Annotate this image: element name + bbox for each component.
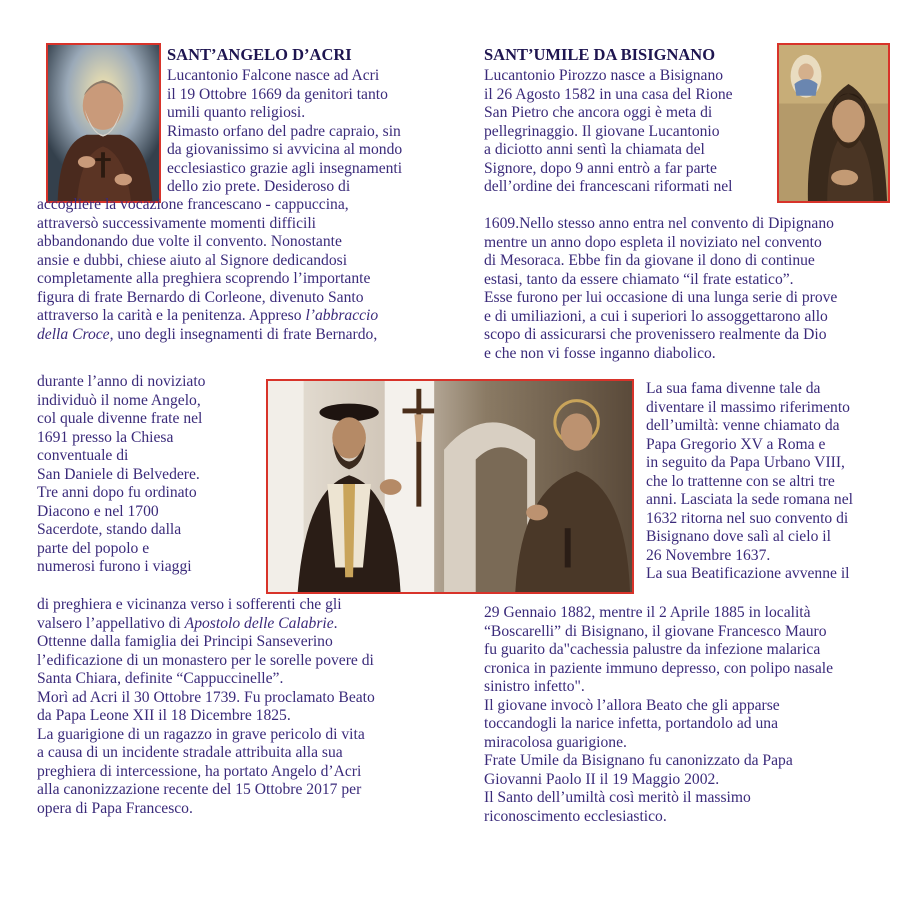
text-line: La sua Beatificazione avvenne il — [646, 565, 850, 582]
umile-title: SANT’UMILE DA BISIGNANO — [484, 45, 716, 64]
text-line: in seguito da Papa Urbano VIII, — [646, 454, 845, 471]
text-line: conventuale di — [37, 447, 129, 464]
umile-text-full — [484, 215, 837, 363]
text-line: Sacerdote, stando dalla — [37, 521, 182, 538]
text-line: dell’ordine dei francescani riformati nel — [484, 178, 733, 195]
text-line: a causa di un incidente stradale attribuita alla sua — [37, 744, 343, 761]
text-line: Lucantonio Falcone nasce ad Acri — [167, 67, 380, 84]
text-line: dell’umiltà: venne chiamato da — [646, 417, 840, 434]
umile-text-bottom — [484, 604, 833, 826]
italic-text: della Croce, — [37, 325, 114, 343]
text-line: Papa Gregorio XV a Roma e — [646, 435, 826, 453]
text-line: attraversò successivamente momenti difficili — [37, 214, 317, 232]
text-line: Signore, dopo 9 anni entrò a far parte — [484, 159, 717, 177]
text-line: Giovanni Paolo II il 19 Maggio 2002. — [484, 770, 720, 788]
text-line: toccandogli la narice infetta, portandolo ad una — [484, 715, 778, 732]
text-line: Ottenne dalla famiglia dei Principi Sanseverino — [37, 633, 333, 650]
angelo-text-narrow — [37, 373, 205, 577]
angelo-text-top — [167, 67, 402, 197]
text-line: Il giovane invocò l’allora Beato che gli apparse — [484, 696, 780, 714]
text-line: San Pietro che ancora oggi è meta di — [484, 104, 713, 121]
umile-text-top — [484, 67, 733, 197]
text-fragment: uno degli insegnamenti di frate Bernardo, — [113, 325, 378, 343]
text-line: col quale divenne frate nel — [37, 410, 203, 427]
text-line: ecclesiastico grazie agli insegnamenti — [167, 159, 403, 177]
text-line: figura di frate Bernardo di Corleone, divenuto Santo — [37, 288, 364, 306]
text-line: Tre anni dopo fu ordinato — [37, 484, 197, 501]
text-line: 1609.Nello stesso anno entra nel convento di Dipignano — [484, 215, 834, 232]
text-line: Santa Chiara, definite “Cappuccinelle”. — [37, 670, 284, 687]
text-line: preghiera di intercessione, ha portato Angelo d’Acri — [37, 762, 362, 780]
text-line: da Papa Leone XII il 18 Dicembre 1825. — [37, 707, 291, 724]
text-line: completamente alla preghiera scoprendo l’importante — [37, 270, 371, 287]
text-line: 1632 ritorna nel suo convento di — [646, 509, 849, 527]
text-line: San Daniele di Belvedere. — [37, 465, 200, 483]
text-line: 1691 presso la Chiesa — [37, 428, 174, 446]
text-fragment: . — [333, 614, 338, 632]
text-line: mentre un anno dopo espleta il noviziato nel convento — [484, 233, 822, 251]
text-line: individuò il nome Angelo, — [37, 391, 201, 409]
text-line: di Mesoraca. Ebbe fin da giovane il dono di continue — [484, 252, 815, 269]
text-line: dello zio prete. Desideroso di — [167, 178, 351, 195]
text-line: scopo di assicurarsi che provenissero realmente da Dio — [484, 326, 827, 343]
text-line: “Boscarelli” di Bisignano, il giovane Francesco Mauro — [484, 622, 827, 640]
text-line — [37, 307, 378, 326]
text-line: l’edificazione di un monastero per le sorelle povere di — [37, 651, 374, 669]
italic-text: l’abbraccio — [305, 307, 379, 324]
text-line: 26 Novembre 1637. — [646, 546, 771, 564]
text-line: il 26 Agosto 1582 in una casa del Rione — [484, 85, 733, 103]
text-line: Morì ad Acri il 30 Ottobre 1739. Fu proclamato Beato — [37, 688, 375, 706]
text-line: umili quanto religiosi. — [167, 104, 306, 121]
portrait-umile-image — [777, 43, 890, 203]
umile-text-narrow — [646, 380, 853, 584]
text-line: sinistro infetto". — [484, 678, 585, 695]
text-line: e di umiliazioni, a cui i superiori lo assoggettarono allo — [484, 307, 828, 325]
text-line: ansie e dubbi, chiese aiuto al Signore dedicandosi — [37, 251, 348, 269]
text-line: Il Santo dell’umiltà così meritò il massimo — [484, 789, 751, 806]
angelo-text-bottom — [37, 596, 375, 818]
text-line: Bisignano dove salì al cielo il — [646, 528, 831, 545]
text-line: durante l’anno di noviziato — [37, 373, 206, 390]
text-line: di preghiera e vicinanza verso i sofferenti che gli — [37, 596, 342, 613]
text-line: La guarigione di un ragazzo in grave pericolo di vita — [37, 725, 365, 743]
statues-photo-image — [266, 379, 634, 594]
text-line: estasi, tanto da essere chiamato “il frate estatico”. — [484, 270, 794, 288]
text-line: Rimasto orfano del padre capraio, sin — [167, 122, 401, 140]
text-line: che lo trattenne con se altri tre — [646, 472, 835, 490]
text-line: miracolosa guarigione. — [484, 733, 627, 751]
text-line: pellegrinaggio. Il giovane Lucantonio — [484, 122, 720, 140]
text-line: riconoscimento ecclesiastico. — [484, 807, 667, 825]
text-line: Lucantonio Pirozzo nasce a Bisignano — [484, 67, 724, 84]
text-fragment: attraverso la carità e la penitenza. Appreso — [37, 307, 302, 324]
text-line: abbandonando due volte il convento. Nonostante — [37, 233, 342, 250]
text-line: Esse furono per lui occasione di una lunga serie di prove — [484, 289, 838, 306]
text-line: opera di Papa Francesco. — [37, 799, 193, 817]
text-fragment: valsero l’appellativo di — [37, 614, 185, 632]
text-line — [37, 326, 378, 345]
angelo-title: SANT’ANGELO D’ACRI — [167, 45, 352, 64]
text-line: cronica in paziente immuno depresso, con polipo nasale — [484, 659, 834, 677]
text-line: parte del popolo e — [37, 539, 150, 557]
text-line: La sua fama divenne tale da — [646, 380, 821, 397]
text-line: 29 Gennaio 1882, mentre il 2 Aprile 1885 in località — [484, 604, 811, 621]
text-line: Frate Umile da Bisignano fu canonizzato da Papa — [484, 752, 793, 769]
text-line: Diacono e nel 1700 — [37, 502, 159, 520]
text-line: da giovanissimo si avvicina al mondo — [167, 141, 403, 158]
text-line: numerosi furono i viaggi — [37, 558, 192, 575]
text-line: fu guarito da"cachessia palustre da infezione malarica — [484, 641, 821, 658]
text-line: alla canonizzazione recente del 15 Ottobre 2017 per — [37, 781, 362, 798]
text-line: accogliere la vocazione francescano - cappuccina, — [37, 196, 349, 213]
text-line: e che non vi fosse inganno diabolico. — [484, 344, 716, 362]
text-line: il 19 Ottobre 1669 da genitori tanto — [167, 85, 388, 103]
text-line: anni. Lasciata la sede romana nel — [646, 491, 853, 508]
italic-text: Apostolo delle Calabrie — [184, 614, 334, 632]
angelo-text-mid — [37, 196, 378, 344]
text-line: diventare il massimo riferimento — [646, 398, 850, 416]
text-line — [37, 615, 375, 634]
text-line: a diciotto anni sentì la chiamata del — [484, 141, 705, 158]
portrait-angelo-image — [46, 43, 161, 203]
